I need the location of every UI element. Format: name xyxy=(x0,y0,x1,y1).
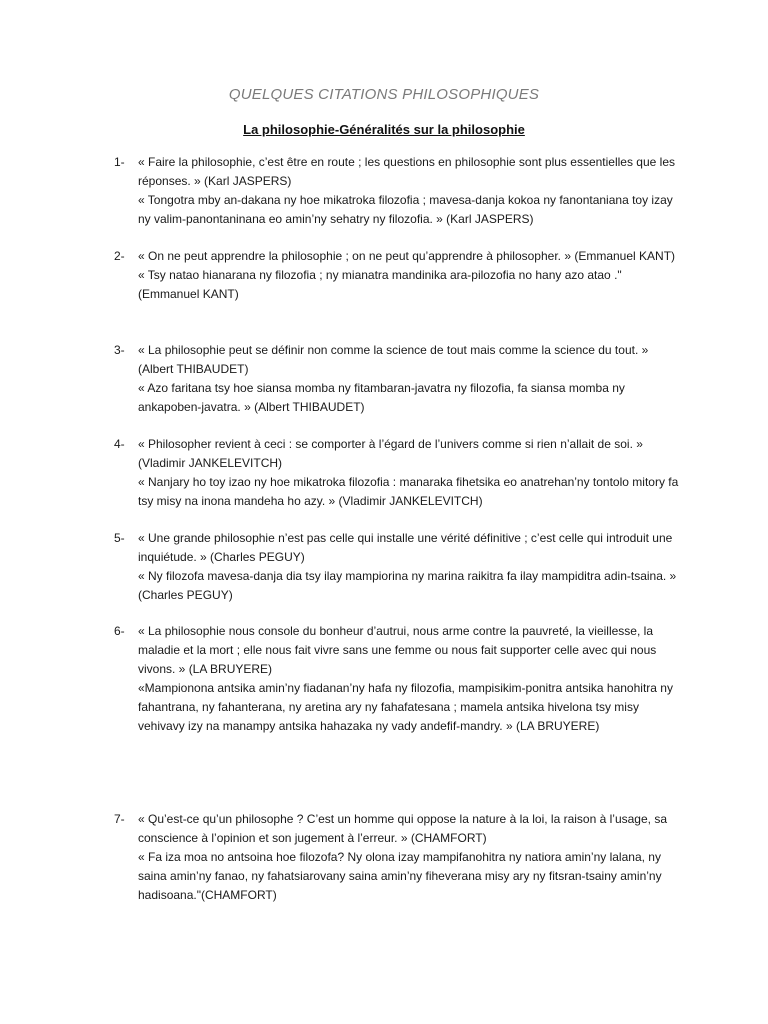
citation-number: 3- xyxy=(114,343,125,357)
citation-number: 1- xyxy=(114,155,125,169)
document-title: QUELQUES CITATIONS PHILOSOPHIQUES xyxy=(228,86,540,103)
citation-number: 7- xyxy=(114,812,125,826)
citation-item xyxy=(114,529,680,605)
citation-malagasy: « Nanjary ho toy izao ny hoe mikatroka filozofia : manaraka fihetsika eo anatrehan’ny tontolo mitory fa tsy misy na inona mandeha ho azy. » (Vladimir JANKELEVITCH) xyxy=(138,475,679,508)
citation-malagasy: « Tongotra mby an-dakana ny hoe mikatroka filozofia ; mavesa-danja kokoa ny fanontaniana toy izay ny valim-panontaninana eo amin’ny sehatry ny filozofia. » (Karl JASPERS) xyxy=(138,193,673,226)
citation-item xyxy=(114,810,680,905)
citation-malagasy: « Fa iza moa no antsoina hoe filozofa? Ny olona izay mampifanohitra ny natiora amin’ny lalana, ny saina amin’ny fanao, ny fahatsiarovany saina amin’ny fiheverana misy ary ny fitsran-tsainy amin’ny hadisoana."(CHAMFORT) xyxy=(138,850,662,902)
citation-french: « Une grande philosophie n’est pas celle qui installe une vérité définitive ; c’est celle qui introduit une inquiétude. » (Charles PEGUY) xyxy=(138,531,673,564)
citation-malagasy: «Mampionona antsika amin’ny fiadanan’ny hafa ny filozofia, mampisikim-ponitra antsika hanohitra ny fahantrana, ny fahanterana, ny aretina ary ny fahafatesana ; mamela antsika hivelona tsy misy vehivavy izy na manampy antsika hahazaka ny vady andefif-mandry. » (LA BRUYERE) xyxy=(138,681,673,733)
citation-malagasy: « Tsy natao hianarana ny filozofia ; ny mianatra mandinika ara-pilozofia no hany azo atao ." (Emmanuel KANT) xyxy=(138,268,622,301)
document-subtitle: La philosophie-Généralités sur la philosophie xyxy=(243,122,525,137)
citation-french: « Philosopher revient à ceci : se comporter à l’égard de l’univers comme si rien n’allait de soi. » (Vladimir JANKELEVITCH) xyxy=(138,437,643,470)
citation-malagasy: « Ny filozofa mavesa-danja dia tsy ilay mampiorina ny marina raikitra fa ilay mampiditra adin-tsaina. » (Charles PEGUY) xyxy=(138,569,677,602)
citation-french: « Qu’est-ce qu’un philosophe ? C’est un homme qui oppose la nature à la loi, la raison à l’usage, sa conscience à l’opinion et son jugement à l’erreur. » (CHAMFORT) xyxy=(138,812,667,845)
citation-number: 5- xyxy=(114,531,125,545)
citation-french: « Faire la philosophie, c’est être en route ; les questions en philosophie sont plus essentielles que les réponses. » (Karl JASPERS) xyxy=(138,155,675,188)
citation-malagasy: « Azo faritana tsy hoe siansa momba ny fitambaran-javatra ny filozofia, fa siansa momba ny ankapoben-javatra. » (Albert THIBAUDET) xyxy=(138,381,625,414)
citation-french: « La philosophie peut se définir non comme la science de tout mais comme la science du tout. » (Albert THIBAUDET) xyxy=(138,343,649,376)
citation-item xyxy=(114,153,680,229)
citation-item xyxy=(114,247,680,304)
citation-item xyxy=(114,435,680,511)
citation-number: 4- xyxy=(114,437,125,451)
citation-french: « On ne peut apprendre la philosophie ; on ne peut qu’apprendre à philosopher. » (Emmanuel KANT) xyxy=(138,249,676,263)
citation-number: 2- xyxy=(114,249,125,263)
citation-item xyxy=(114,622,680,736)
citation-french: « La philosophie nous console du bonheur d’autrui, nous arme contre la pauvreté, la vieillesse, la maladie et la mort ; elle nous fait vivre sans une femme ou nous fait supporter celle avec qui nous vivons. » (LA BRUYERE) xyxy=(138,624,657,676)
citation-number: 6- xyxy=(114,624,125,638)
citation-item xyxy=(114,341,680,417)
